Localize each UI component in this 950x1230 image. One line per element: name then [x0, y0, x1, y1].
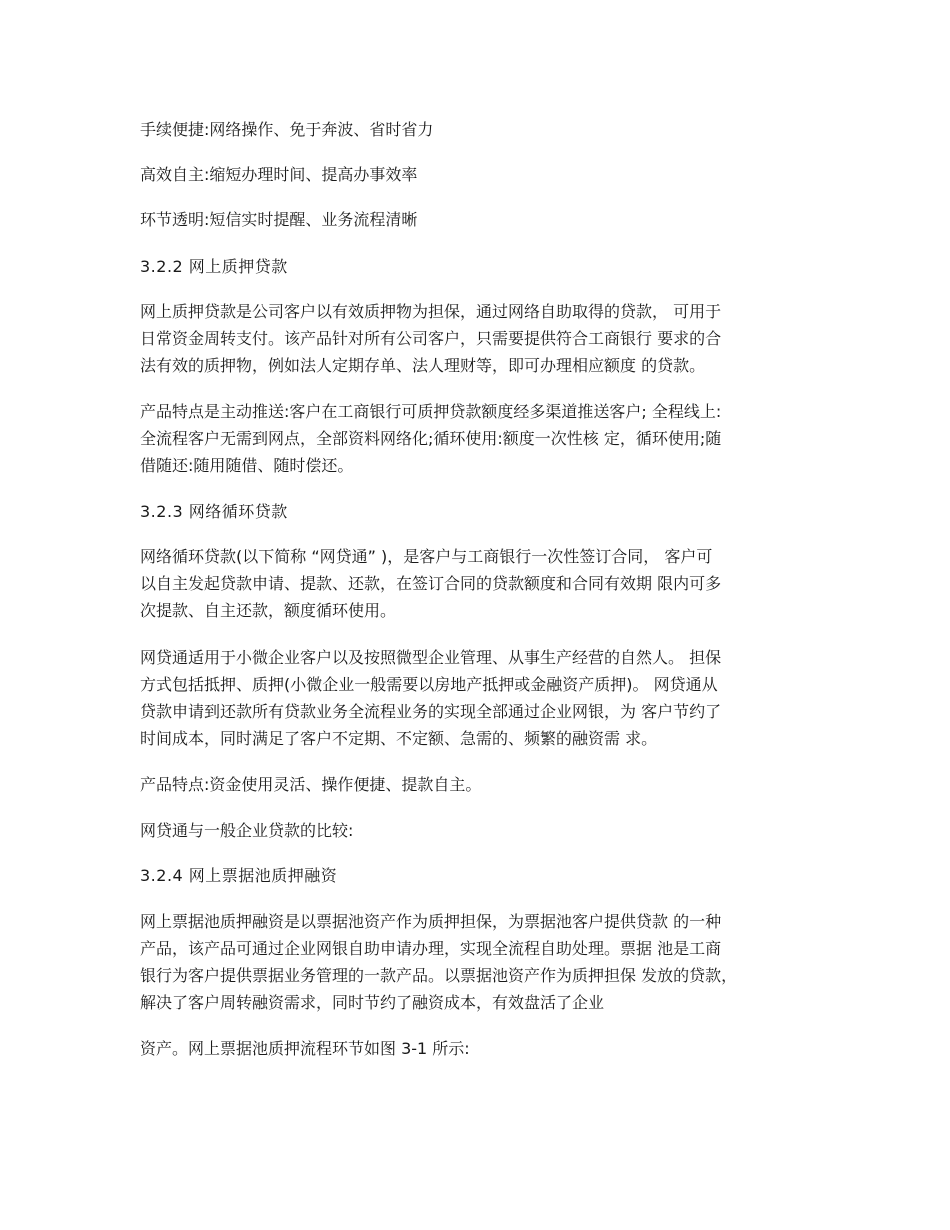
paragraph-feature-convenient: 手续便捷:网络操作、免于奔波、省时省力: [140, 120, 434, 139]
paragraph-feature-transparent: 环节透明:短信实时提醒、业务流程清晰: [140, 210, 418, 229]
paragraph-bill-pool-intro: 网上票据池质押融资是以票据池资产作为质押担保，为票据池客户提供贷款 的一种 产品，该产品可通过企业网银自助申请办理，实现全流程自助处理。票据 池是工商 银行为客户提供票据业务管理的一款产品。以票据池资产作为质押担保 发放的贷款， 解决了客户周转融资需求，同时节约了融资成本，有效盘活了企业: [140, 912, 738, 1012]
paragraph-feature-efficient: 高效自主:缩短办理时间、提高办事效率: [140, 165, 418, 184]
paragraph-revolving-loan-scope: 网贷通适用于小微企业客户以及按照微型企业管理、从事生产经营的自然人。 担保 方式包括抵押、质押(小微企业一般需要以房地产抵押或金融资产质押)。 网贷通从 贷款申请到还款所有贷款业务全流程业务的实现全部通过企业网银，为 客户节约了 时间成本，同时满足了客户不定期、不定额、急需的、频繁的融资需 求。: [140, 648, 722, 748]
paragraph-pledge-loan-features: 产品特点是主动推送:客户在工商银行可质押贷款额度经多渠道推送客户; 全程线上: 全流程客户无需到网点，全部资料网络化;循环使用:额度一次性核 定，循环使用;随 借随还:随用随借、随时偿还。: [140, 402, 722, 475]
paragraph-revolving-loan-features: 产品特点:资金使用灵活、操作便捷、提款自主。: [140, 775, 482, 794]
section-heading-3-2-3: 3.2.3 网络循环贷款: [140, 502, 288, 521]
section-heading-3-2-4: 3.2.4 网上票据池质押融资: [140, 866, 338, 885]
paragraph-bill-pool-process: 资产。网上票据池质押流程环节如图 3-1 所示:: [140, 1039, 470, 1058]
paragraph-loan-comparison: 网贷通与一般企业贷款的比较:: [140, 821, 354, 840]
paragraph-pledge-loan-intro: 网上质押贷款是公司客户以有效质押物为担保，通过网络自助取得的贷款， 可用于 日常资金周转支付。该产品针对所有公司客户，只需要提供符合工商银行 要求的合 法有效的质押物，例如法人定期存单、法人理财等，即可办理相应额度 的贷款。: [140, 302, 722, 375]
section-heading-3-2-2: 3.2.2 网上质押贷款: [140, 257, 288, 276]
paragraph-revolving-loan-intro: 网络循环贷款(以下简称 “网贷通” )，是客户与工商银行一次性签订合同， 客户可 以自主发起贷款申请、提款、还款，在签订合同的贷款额度和合同有效期 限内可多 次提款、自主还款，额度循环使用。: [140, 547, 722, 620]
